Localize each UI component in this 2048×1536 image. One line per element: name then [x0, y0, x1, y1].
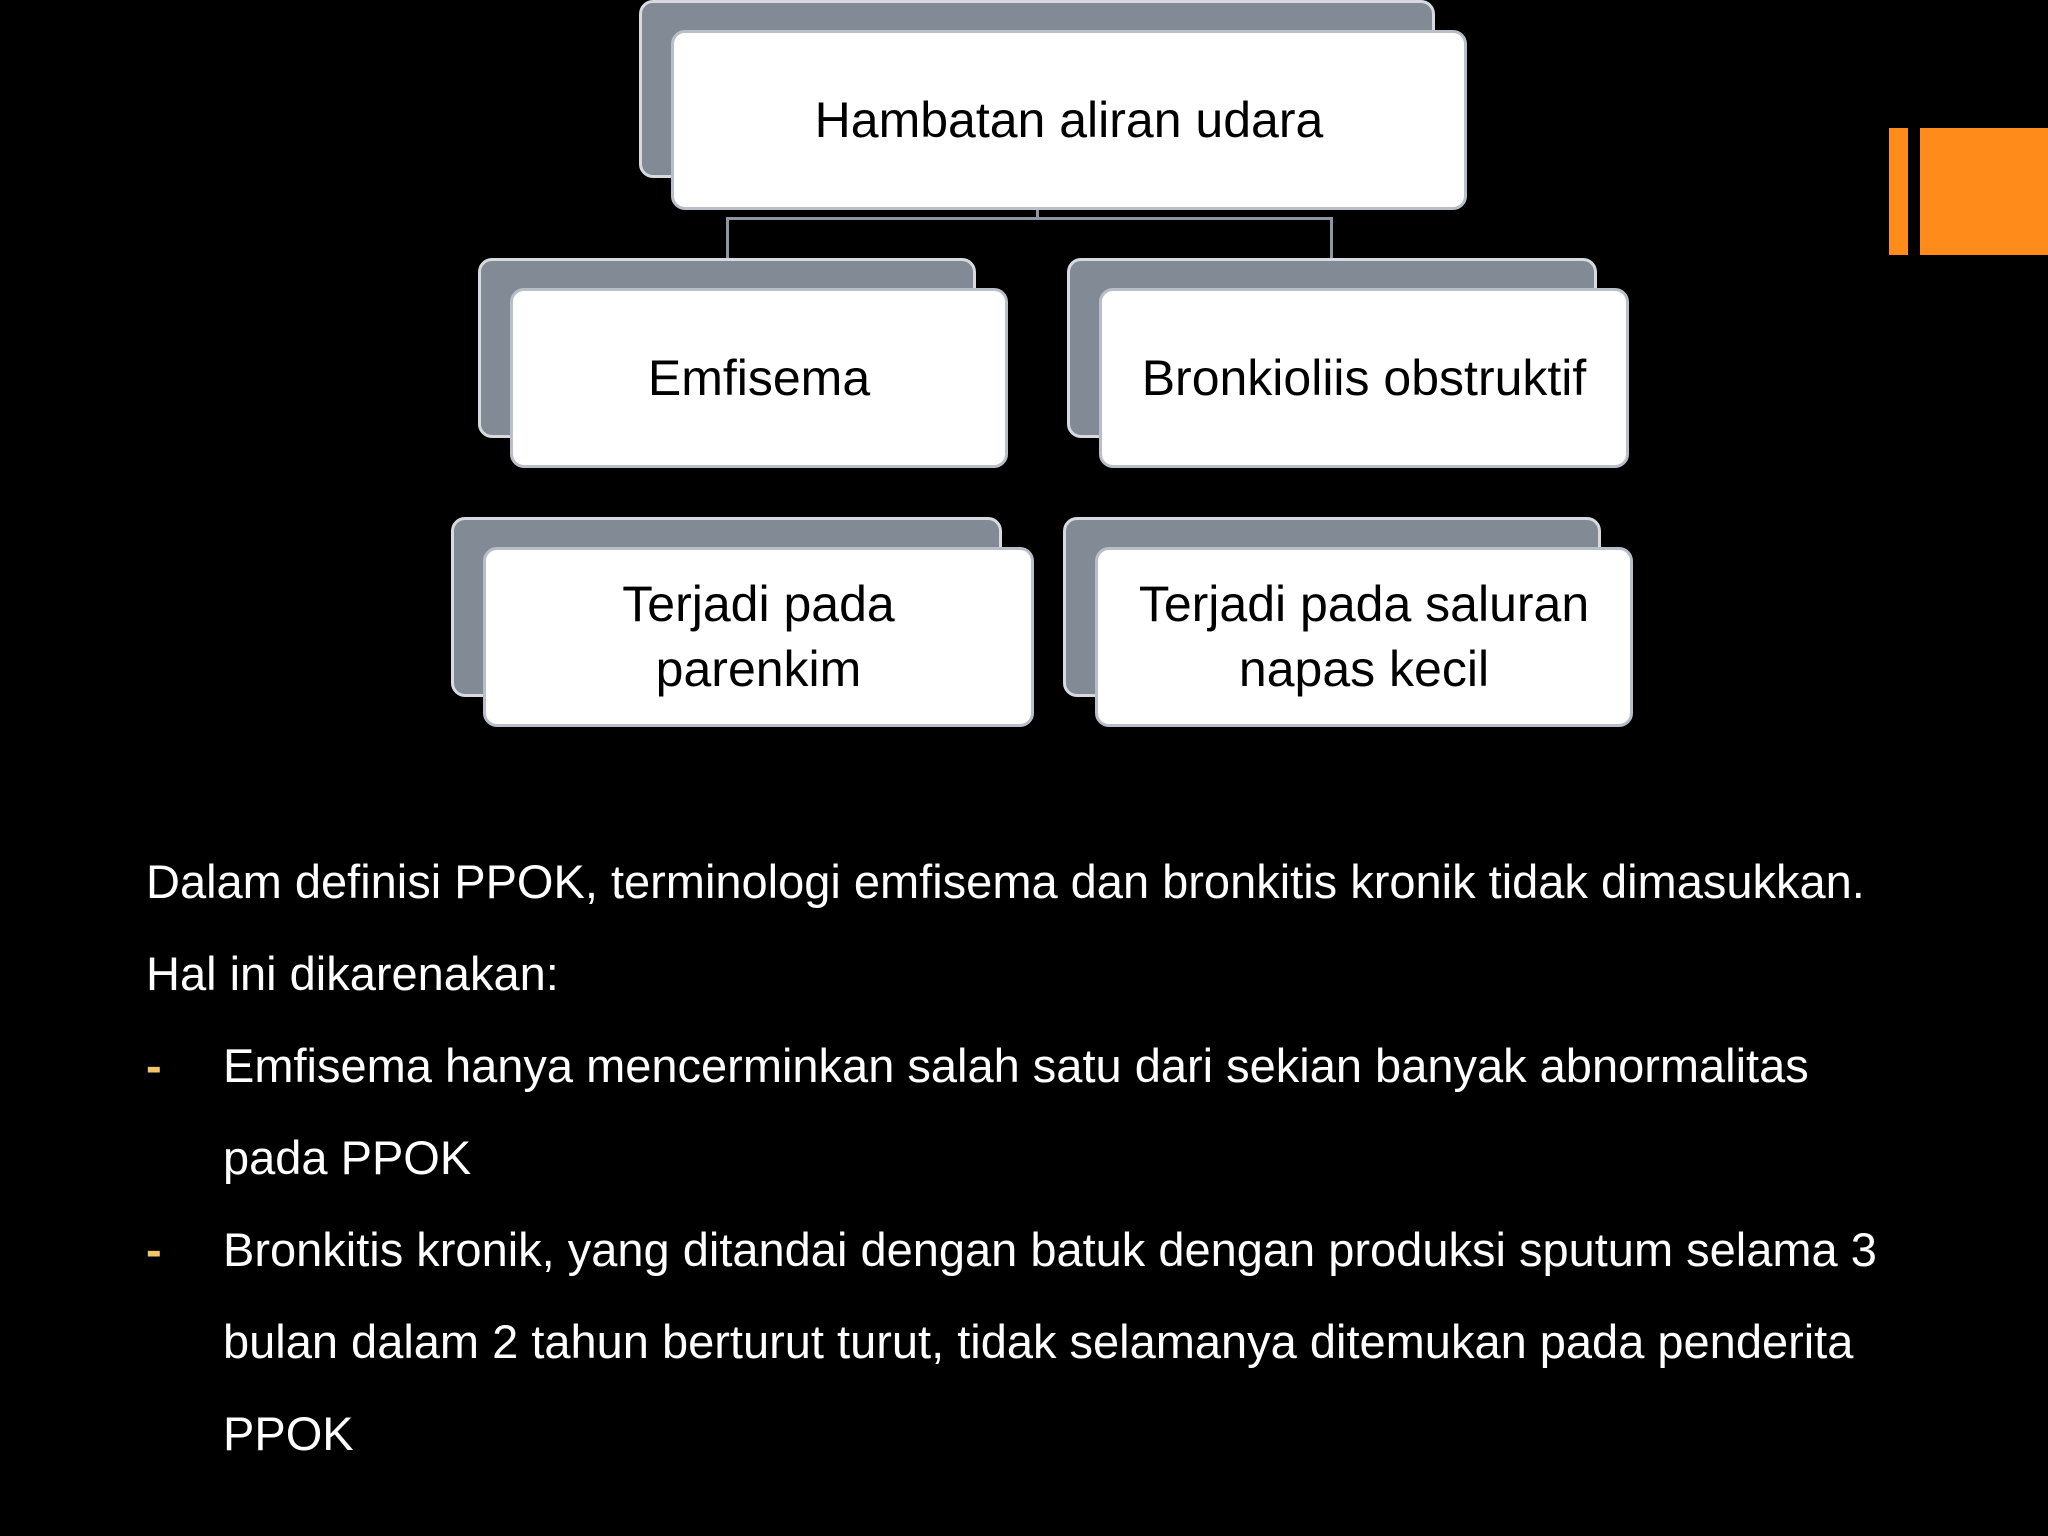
emfisema-node-label: Emfisema	[647, 349, 871, 406]
connector-horizontal	[726, 217, 1332, 220]
diagram-node-bronkiolitis	[1067, 258, 1629, 468]
bullet-item	[146, 1204, 1906, 1480]
connector-right-drop	[1330, 217, 1333, 259]
parenkim-node-label: Terjadi pada parenkim	[622, 576, 895, 697]
root-node-box	[671, 30, 1467, 210]
connector-left-drop	[726, 217, 729, 259]
saluran-node-box	[1095, 547, 1633, 727]
saluran-node-label: Terjadi pada saluran napas kecil	[1138, 576, 1590, 697]
body-intro: Dalam definisi PPOK, terminologi emfisema dan bronkitis kronik tidak dimasukkan. Hal ini dikarenakan:	[146, 855, 1865, 1000]
bullet-text: Bronkitis kronik, yang ditandai dengan batuk dengan produksi sputum selama 3 bulan dalam 2 tahun berturut turut, tidak selamanya ditemukan pada penderita PPOK	[223, 1223, 1877, 1460]
diagram-root-node	[639, 0, 1467, 210]
diagram-node-emfisema	[478, 258, 1008, 468]
bronkiolitis-node-box	[1099, 288, 1629, 468]
accent-bar-thick	[1920, 128, 2048, 255]
emfisema-node-box	[510, 288, 1008, 468]
bronkiolitis-node-label: Bronkioliis obstruktif	[1141, 349, 1587, 406]
diagram-detail-saluran	[1063, 517, 1633, 727]
bullet-text: Emfisema hanya mencerminkan salah satu dari sekian banyak abnormalitas pada PPOK	[223, 1039, 1809, 1184]
accent-bar-thin	[1889, 128, 1908, 255]
bullet-marker: -	[146, 1223, 162, 1276]
bullet-item	[146, 1020, 1906, 1204]
parenkim-node-box	[483, 547, 1034, 727]
slide-body	[146, 836, 1906, 1480]
bullet-marker: -	[146, 1039, 162, 1092]
root-node-label: Hambatan aliran udara	[814, 91, 1324, 148]
diagram-detail-parenkim	[451, 517, 1034, 727]
